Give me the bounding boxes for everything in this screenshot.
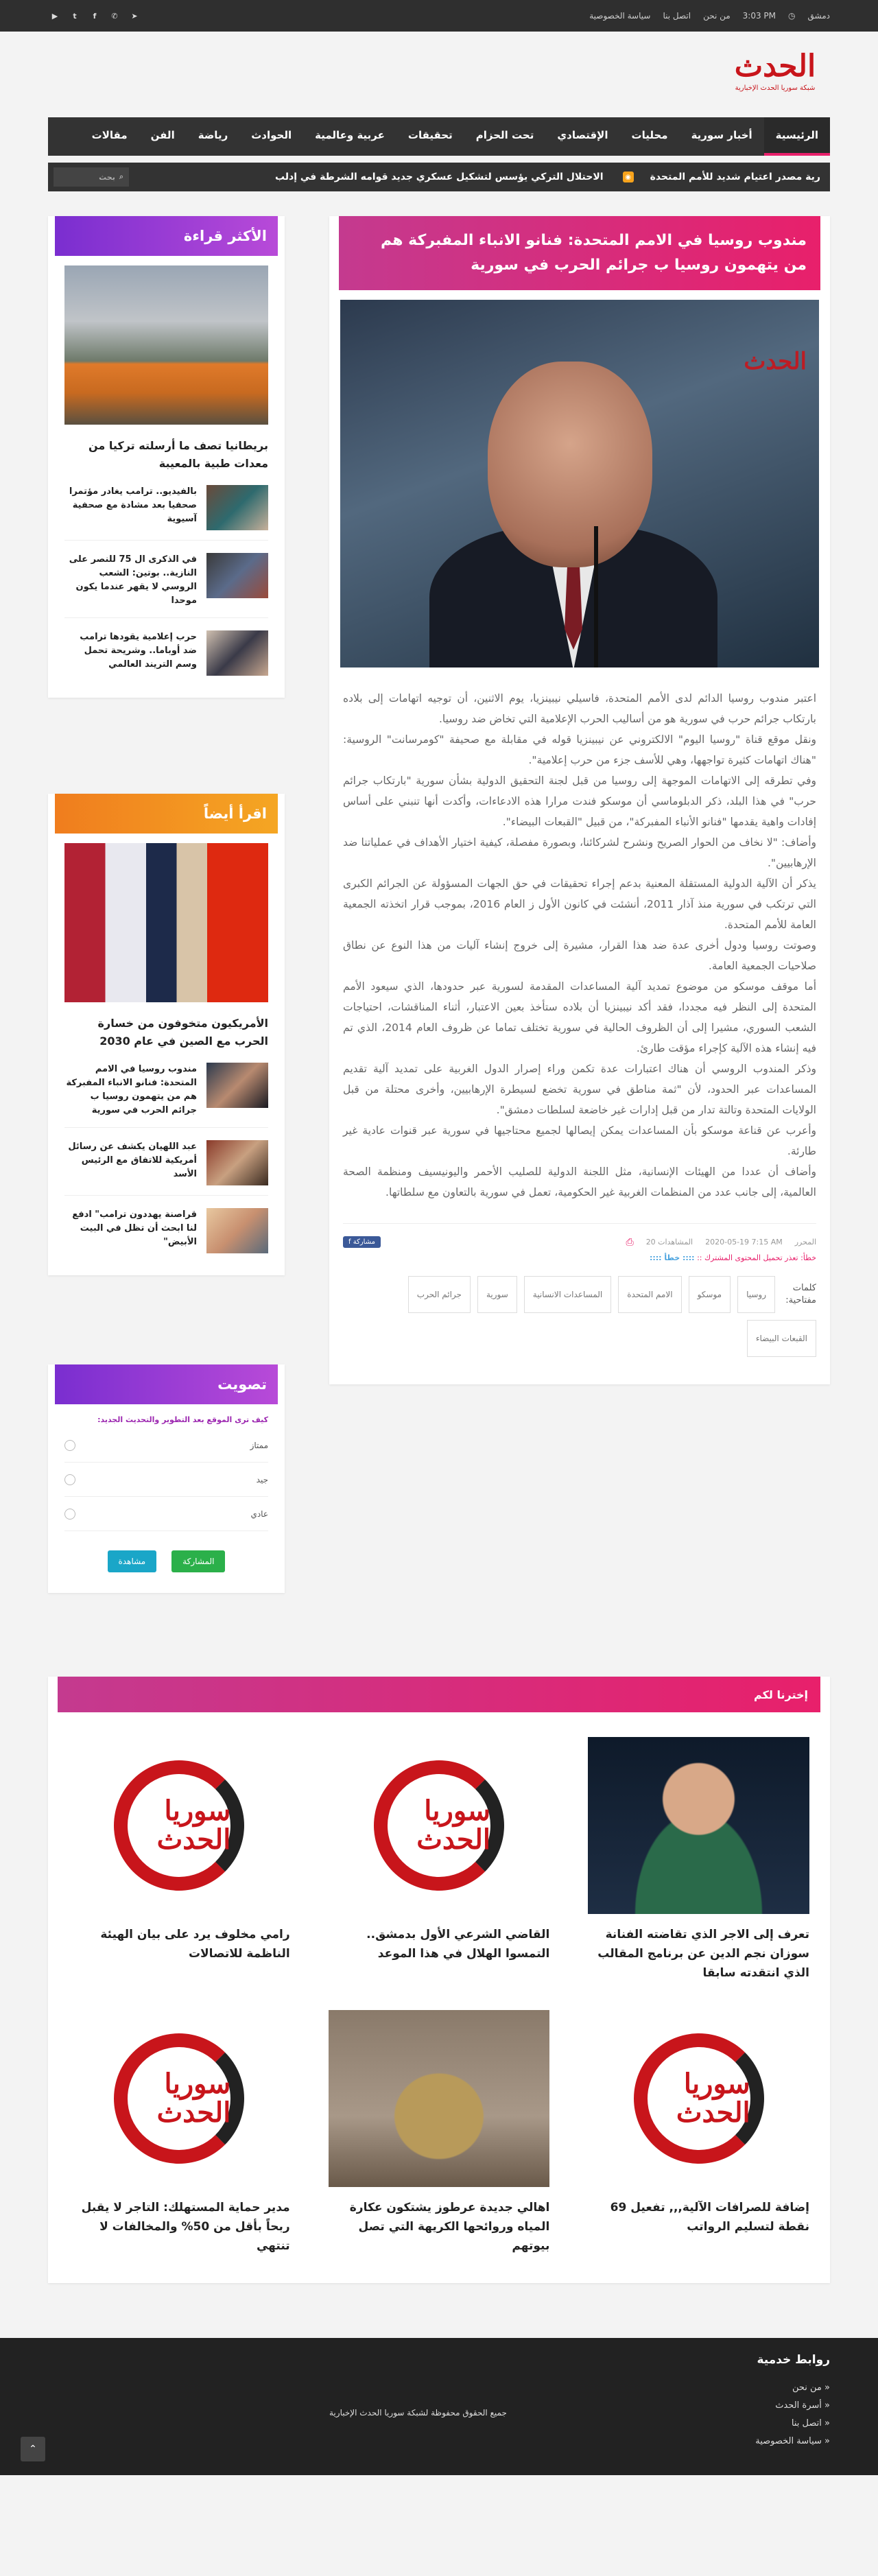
thumbnail xyxy=(206,553,268,598)
site-logo[interactable] xyxy=(720,49,830,104)
tags-label: كلمات مفتاحية: xyxy=(785,1283,816,1305)
thumbnail xyxy=(206,1063,268,1108)
card-image xyxy=(69,1737,290,1914)
nav-world[interactable]: عربية وعالمية xyxy=(315,129,385,141)
footer-link[interactable]: « سياسة الخصوصية xyxy=(755,2436,830,2446)
picked-title: إخترنا لكم xyxy=(58,1677,820,1712)
nav-economy[interactable]: الإقتصادي xyxy=(557,129,608,141)
card-title: مدير حماية المستهلك: التاجر لا يقبل ربحاً بأقل من 50% والمخالفات لا تنتهي xyxy=(81,2201,290,2253)
news-card[interactable] xyxy=(588,2010,809,2256)
article-paragraph: يذكر أن الآلية الدولية المستقلة المعنية بدعم إجراء تحقيقات في حق الجهات المسؤولة عن الجرائم الكبرى التي ترتكب في سورية منذ آذار 2011، أنشئت في كانون الأول ز العام 2016، بموجب قرار اتخذته الجمعية العامة للأمم المتحدة. xyxy=(343,877,816,931)
whatsapp-icon[interactable]: ✆ xyxy=(111,11,118,21)
nav-local[interactable]: محليات xyxy=(631,129,668,141)
article-paragraph: وأضاف: "لا نخاف من الحوار الصريح ونشرح لشركائنا، وبصورة مفصلة، كيفية اختيار الأهداف في عملياتنا ضد الإرهابيين". xyxy=(343,836,816,869)
card-title: القاضي الشرعي الأول بدمشق.. التمسوا الهلال في هذا الموعد xyxy=(366,1928,550,1961)
list-item-title: بالفيديو.. ترامب يغادر مؤتمرا صحفيا بعد مشادة مع صحفية آسيوية xyxy=(69,486,197,524)
tags-list xyxy=(343,1276,816,1357)
logo-main-text: الحدث xyxy=(734,49,816,84)
clock-icon: ◷ xyxy=(788,11,796,21)
brand-logo-text: سوريا الحدث xyxy=(676,2068,750,2129)
nav-accidents[interactable]: الحوادث xyxy=(251,129,292,141)
nav-investigations[interactable]: تحقيقات xyxy=(407,129,453,141)
read-also-featured-image[interactable] xyxy=(64,843,268,1002)
error-text: خطأ: تعذر تحميل المحتوى المشترك :: xyxy=(697,1253,816,1262)
article-paragraph: أما موقف موسكو من موضوع تمديد آلية المساعدات المقدمة لسورية عبر حدودها، الذي سيعود الأمم المتحدة إلى النظر فيه مجددا، فقد أكد نيبينزيا أن بلاده ستأخذ بعين الاعتبار، أثناء المناقشات، احتياجات الشعب السوري، مشيرا إلى أن الظروف الحالية في سورية تختلف تماما عن ظروف العام 2014، الذي تم فيه إنشاء هذه الآلية كإجراء مؤقت طارئ. xyxy=(343,980,816,1054)
news-card[interactable] xyxy=(588,1737,809,1983)
card-title: تعرف إلى الاجر الذي تقاضته الفنانة سوزان نجم الدين عن برنامج المقالب الذي انتقدته سابقا xyxy=(597,1928,809,1980)
footer-link[interactable]: « اتصل بنا xyxy=(791,2418,830,2429)
picked-for-you xyxy=(48,1677,830,2283)
facebook-icon[interactable]: f xyxy=(93,11,97,21)
news-card[interactable] xyxy=(69,2010,290,2256)
telegram-icon[interactable]: ➤ xyxy=(131,11,138,21)
article-paragraph: وذكر المندوب الروسي أن هناك اعتبارات عدة تكمن وراء إصرار الدول الغربية على تمديد آلية تقديم المساعدات عبر الحدود، لأن "ثمة مناطق في سورية تخضع لسيطرة الإرهابيين، وأخرى محتلة من قبل الولايات المتحدة وتالتة تدار من قبل إدارات غير خاضعة لسلطات دمشق". xyxy=(343,1063,816,1116)
list-item[interactable] xyxy=(64,485,268,541)
ticker-item[interactable]: الاحتلال التركي يؤسس لتشكيل عسكري جديد قوامه الشرطة في إدلب xyxy=(274,172,604,182)
poll-option[interactable] xyxy=(64,1428,268,1463)
brand-logo xyxy=(634,2033,764,2164)
card-title: إضافة للصرافات الآلية,,, تفعيل 69 نقطة لتسليم الرواتب xyxy=(610,2201,809,2234)
card-image xyxy=(69,2010,290,2187)
news-card[interactable] xyxy=(329,2010,550,2256)
article-body xyxy=(329,667,830,1203)
youtube-icon[interactable]: ▶ xyxy=(51,11,58,21)
card-image xyxy=(329,1737,550,1914)
brand-logo xyxy=(114,1760,244,1891)
list-item-title: مندوب روسيا في الامم المتحدة: فنانو الانباء المفبركة هم من يتهمون روسيا ب جرائم الحرب في سورية xyxy=(66,1064,197,1115)
poll-box xyxy=(48,1364,285,1593)
nav-syria-news[interactable]: أخبار سورية xyxy=(691,129,752,141)
poll-option-label: ممتاز xyxy=(250,1440,268,1450)
facebook-share-button[interactable]: مشاركة f xyxy=(343,1236,381,1248)
print-icon[interactable]: ⎙ xyxy=(626,1236,634,1248)
brand-logo-text: سوريا الحدث xyxy=(156,2068,231,2129)
list-item-title: عبد اللهيان يكشف عن رسائل أمريكية للاتفاق مع الرئيس الأسد xyxy=(68,1142,197,1179)
logo-sub-text: شبكة سوريا الحدث الإخبارية xyxy=(735,84,816,92)
footer-link[interactable]: « أسرة الحدث xyxy=(775,2400,830,2411)
card-image xyxy=(588,1737,809,1914)
read-also-featured-title[interactable]: الأمريكيون متخوفون من خسارة الحرب مع الصين في عام 2030 xyxy=(97,1017,268,1048)
share-error-line xyxy=(343,1253,816,1262)
search-icon[interactable]: ⌕ xyxy=(119,172,123,181)
search-placeholder: بحث xyxy=(99,172,115,182)
twitter-icon[interactable]: t xyxy=(73,11,77,21)
article-title: مندوب روسيا في الامم المتحدة: فنانو الانباء المفبركة هم من يتهمون روسيا ب جرائم الحرب في سورية xyxy=(339,216,820,290)
list-item-title: قراصنة يهددون ترامب" ادفع لنا ابحث أن تظل في البيت الأبيض" xyxy=(72,1209,197,1247)
sidebar xyxy=(48,216,285,1622)
site-header xyxy=(48,32,830,117)
nav-home[interactable]: الرئيسية xyxy=(764,117,830,156)
copyright: جميع الحقوق محفوظة لشبكة سوريا الحدث الإخبارية xyxy=(329,2408,507,2418)
footer-link-label: اتصل بنا xyxy=(791,2418,822,2429)
read-also-box xyxy=(48,794,285,1275)
article-paragraph: وأعرب عن قناعة موسكو بأن المساعدات يمكن إيصالها لجميع محتاجيها في سورية عبر قنوات عادية غير طارئة. xyxy=(343,1124,816,1157)
most-read-featured-title[interactable]: بريطانيا تصف ما أرسلته تركيا من معدات طبية بالمعيبة xyxy=(88,439,268,470)
tag[interactable]: الامم المتحدة xyxy=(618,1276,681,1313)
brand-logo xyxy=(114,2033,244,2164)
list-item-title: في الذكرى ال 75 للنصر على النازية.. بوتين: الشعب الروسي لا يقهر عندما يكون موحدا xyxy=(69,554,197,606)
read-also-title: اقرأ أيضاً xyxy=(55,794,278,834)
card-title: اهالي جديدة عرطوز يشتكون عكارة المياه وروائحها الكريهة التي تصل بيوتهم xyxy=(349,2201,550,2253)
article-paragraph: وفي تطرقه إلى الاتهامات الموجهة إلى روسيا من قبل لجنة التحقيق الدولية بشأن سورية "بارتكاب جرائم حرب" في هذا البلد، ذكر الدبلوماسي أن موسكو فندت مرارا هذه الادعاءات، وأكدت أنها تنبني على أساس إفادات واهية يقدمها "فنانو الأنباء المفبركة"، من قبيل "القبعات البيضاء". xyxy=(343,775,816,828)
toplink-contact[interactable]: اتصل بنا xyxy=(663,11,691,21)
social-links xyxy=(48,9,141,23)
thumbnail xyxy=(206,485,268,530)
image-figure-head xyxy=(488,362,652,567)
footer-links-title: روابط خدمية xyxy=(757,2353,830,2367)
most-read-featured-image[interactable] xyxy=(64,265,268,425)
scroll-to-top-button[interactable]: ⌃ xyxy=(21,2437,45,2461)
article-meta xyxy=(343,1223,816,1248)
radio-button[interactable] xyxy=(64,1474,75,1485)
meta-views: المشاهدات 20 xyxy=(645,1238,693,1246)
brand-logo-text: سوريا الحدث xyxy=(416,1795,491,1856)
most-read-box xyxy=(48,216,285,698)
most-read-title: الأكثر قراءة xyxy=(55,216,278,256)
tag[interactable]: القبعات البيضاء xyxy=(747,1320,816,1357)
rss-icon[interactable]: ◉ xyxy=(623,172,634,182)
poll-option-label: جيد xyxy=(256,1474,268,1485)
card-image xyxy=(588,2010,809,2187)
nav-articles[interactable]: مقالات xyxy=(91,129,128,141)
error-code: :::: خطأ :::: xyxy=(649,1253,695,1262)
tag[interactable]: روسيا xyxy=(737,1276,775,1313)
list-item[interactable] xyxy=(64,1208,268,1263)
list-item-title: حرب إعلامية يقودها ترامب ضد أوباما.. وشريحة تحمل وسم التريند العالمي xyxy=(80,632,197,670)
article xyxy=(329,216,830,1384)
list-item[interactable] xyxy=(64,630,268,685)
radio-button[interactable] xyxy=(64,1509,75,1520)
thumbnail xyxy=(206,1208,268,1253)
toplink-privacy[interactable]: سياسة الخصوصية xyxy=(589,11,651,21)
brand-logo-text: سوريا الحدث xyxy=(156,1795,231,1856)
nav-below-belt[interactable]: تحت الحزام xyxy=(475,129,534,141)
article-paragraph: ونقل موقع قناة "روسيا اليوم" الالكتروني عن نيبينزيا قوله في مقابلة مع صحيفة "كومرسانت" الروسية: "هناك اتهامات كثيرة تواجهها، وهي للأسف جزء من حرب إعلامية". xyxy=(343,733,816,766)
card-image xyxy=(329,2010,550,2187)
list-item[interactable] xyxy=(64,1140,268,1196)
article-paragraph: وأضاف أن عددا من الهيئات الإنسانية، مثل اللجنة الدولية للصليب الأحمر واليونيسيف ومنظمة الصحة العالمية، إلى جانب عدد من المنظمات الغربية غير الحكومية، تعمل في سورية بالتعاون مع سلطاتها. xyxy=(343,1166,816,1198)
city-label: دمشق xyxy=(807,11,830,21)
footer-link-label: من نحن xyxy=(792,2383,822,2393)
article-paragraph: وصوتت روسيا ودول أخرى عدة ضد هذا القرار، مشيرة إلى خروج إنشاء آليات من هذا النوع عن نطاق صلاحيات الجمعية العامة. xyxy=(343,939,816,972)
poll-option[interactable] xyxy=(64,1497,268,1531)
meta-author: المحرر xyxy=(794,1238,816,1246)
nav-sports[interactable]: رياضة xyxy=(198,129,228,141)
view-results-button[interactable]: مشاهدة xyxy=(108,1550,157,1572)
vote-button[interactable]: المشاركة xyxy=(171,1550,225,1572)
nav-art[interactable]: الفن xyxy=(150,129,175,141)
list-item[interactable] xyxy=(64,1063,268,1128)
poll-option[interactable] xyxy=(64,1463,268,1497)
meta-date: 2020-05-19 7:15 AM xyxy=(705,1238,783,1246)
tag[interactable]: سورية xyxy=(477,1276,517,1313)
search-box[interactable] xyxy=(54,167,129,187)
article-image xyxy=(340,300,819,667)
time-label: 3:03 PM xyxy=(742,11,776,21)
news-card[interactable] xyxy=(329,1737,550,1983)
top-bar xyxy=(0,0,878,32)
list-item[interactable] xyxy=(64,553,268,618)
main-nav xyxy=(48,117,830,156)
ticker-item-prev[interactable]: رية مصدر اعتيام شديد للأمم المتحدة xyxy=(650,172,820,182)
radio-button[interactable] xyxy=(64,1440,75,1451)
footer-link-label: سياسة الخصوصية xyxy=(755,2436,822,2446)
tag[interactable]: موسكو xyxy=(689,1276,731,1313)
thumbnail xyxy=(206,1140,268,1185)
poll-question: كيف ترى الموقع بعد التطوير والتحديث الجديد: xyxy=(97,1415,268,1424)
footer-link-label: أسرة الحدث xyxy=(775,2400,822,2411)
footer-link[interactable]: « من نحن xyxy=(792,2383,830,2393)
article-paragraph: اعتبر مندوب روسيا الدائم لدى الأمم المتحدة، فاسيلي نيبينزيا، يوم الاثنين، أن توجيه اتهامات إلى بلاده بارتكاب جرائم حرب في سورية هو من أساليب الحرب الإعلامية التي تخاض ضد روسيا. xyxy=(343,692,816,725)
news-ticker xyxy=(48,163,830,191)
thumbnail xyxy=(206,630,268,676)
brand-logo xyxy=(374,1760,504,1891)
poll-title: تصويت xyxy=(55,1364,278,1404)
tag[interactable]: المساعدات الانسانية xyxy=(524,1276,611,1313)
toplink-about[interactable]: من نحن xyxy=(703,11,731,21)
tag[interactable]: جرائم الحرب xyxy=(408,1276,471,1313)
site-footer xyxy=(0,2338,878,2475)
image-watermark: الحدث xyxy=(744,348,807,375)
card-title: رامي مخلوف يرد على بيان الهيئة الناظمة للاتصالات xyxy=(100,1928,290,1961)
image-microphone xyxy=(594,526,598,667)
poll-option-label: عادي xyxy=(250,1509,268,1519)
news-card[interactable] xyxy=(69,1737,290,1983)
